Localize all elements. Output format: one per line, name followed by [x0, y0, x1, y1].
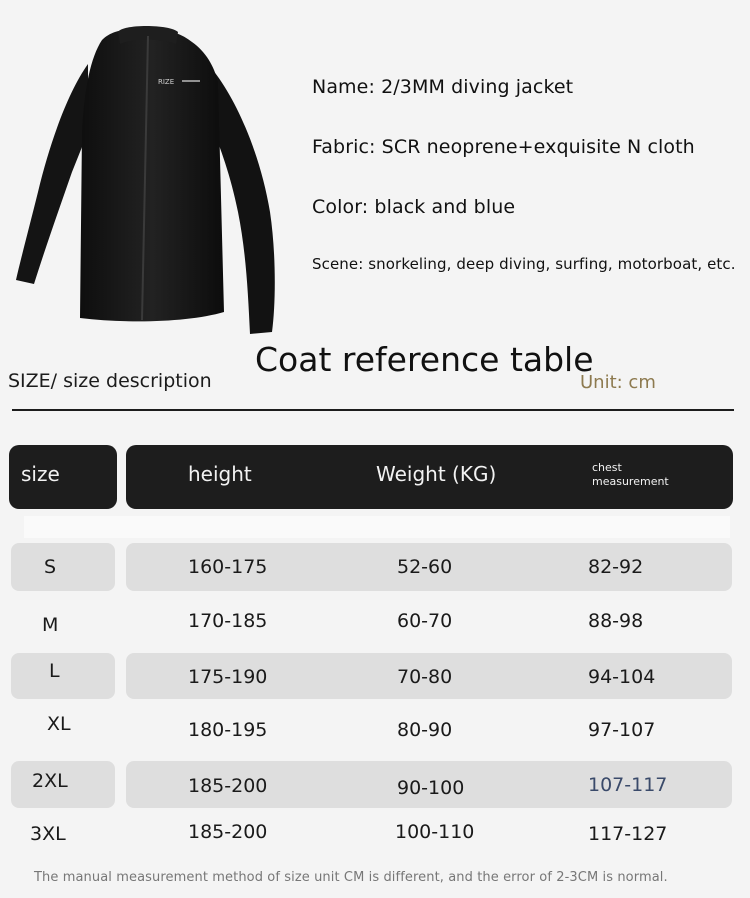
header-chest-line2: measurement — [592, 475, 669, 488]
header-height: height — [188, 462, 252, 486]
header-spacer — [24, 516, 730, 538]
product-scene: Scene: snorkeling, deep diving, surfing, motorboat, etc. — [312, 255, 736, 273]
row-bg-size — [11, 653, 115, 699]
footnote: The manual measurement method of size unit CM is different, and the error of 2-3CM is normal. — [34, 870, 668, 885]
unit-label: Unit: cm — [580, 372, 656, 393]
row-size: 3XL — [30, 823, 66, 845]
header-chest — [592, 461, 669, 489]
row-chest: 107-117 — [588, 774, 668, 796]
header-bar — [126, 445, 733, 509]
jacket-image — [10, 22, 290, 337]
row-chest: 82-92 — [588, 556, 644, 578]
size-description-label: SIZE/ size description — [8, 370, 212, 392]
jacket-logo: RIZE — [158, 78, 175, 86]
row-bg-size — [11, 543, 115, 591]
row-weight: 60-70 — [397, 610, 453, 632]
product-name: Name: 2/3MM diving jacket — [312, 76, 574, 98]
row-height: 170-185 — [188, 610, 268, 632]
row-weight: 100-110 — [395, 821, 475, 843]
row-weight: 80-90 — [397, 719, 453, 741]
header-size-cell — [9, 445, 117, 509]
row-height: 180-195 — [188, 719, 268, 741]
row-height: 175-190 — [188, 666, 268, 688]
row-height: 185-200 — [188, 821, 268, 843]
header-weight: Weight (KG) — [376, 462, 497, 486]
row-chest: 94-104 — [588, 666, 656, 688]
header-chest-line1: chest — [592, 461, 622, 474]
row-height: 185-200 — [188, 775, 268, 797]
table-title: Coat reference table — [255, 340, 594, 379]
row-size: S — [44, 556, 57, 578]
row-size: L — [49, 660, 60, 682]
row-weight: 90-100 — [397, 777, 465, 799]
row-size: M — [42, 614, 59, 636]
row-weight: 52-60 — [397, 556, 453, 578]
row-chest: 97-107 — [588, 719, 656, 741]
row-size: XL — [47, 713, 71, 735]
row-height: 160-175 — [188, 556, 268, 578]
product-color: Color: black and blue — [312, 196, 516, 218]
row-chest: 117-127 — [588, 823, 668, 845]
product-fabric: Fabric: SCR neoprene+exquisite N cloth — [312, 136, 695, 158]
title-divider — [12, 409, 734, 411]
row-chest: 88-98 — [588, 610, 644, 632]
row-weight: 70-80 — [397, 666, 453, 688]
row-size: 2XL — [32, 770, 68, 792]
header-size: size — [21, 462, 60, 486]
